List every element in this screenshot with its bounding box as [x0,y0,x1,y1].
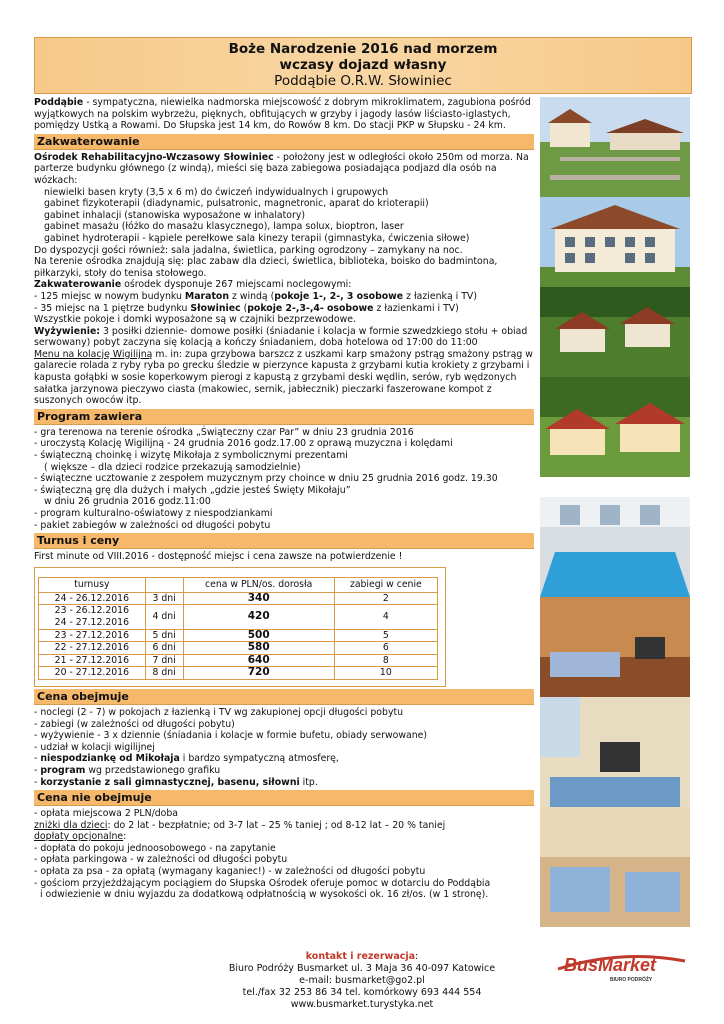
days-cell: 3 dni [145,592,183,605]
includes-item: - niespodziankę od Mikołaja i bardzo sympatyczną atmosferę, [34,753,339,765]
facility-item: niewielki basen kryty (3,5 x 6 m) do ćwiczeń indywidualnych i grupowych [44,186,389,198]
title-banner [34,37,692,94]
days-cell: 5 dni [145,629,183,642]
facility-item: gabinet fizykoterapii (diadynamic, pulsatronic, magnetronic, aparat do krioterapii) [44,198,429,210]
excludes-item: - gościom przyjeżdżającym pociągiem do Słupska Ośrodek oferuje pomoc w dotarciu do Poddąbia [34,877,491,889]
treatments-cell: 8 [334,654,437,667]
price-cell: 720 [183,667,334,680]
includes-item: - udział w kolacji wigilijnej [34,741,155,753]
grounds-facilities: Na terenie ośrodka znajdują się: plac zabaw dla dzieci, świetlica, biblioteka, boisko do badmintona, piłkarzyki, stoły do tenisa stołowego. [34,256,498,279]
section-excludes: Cena nie obejmuje [34,790,534,806]
dates-cell: 21 - 27.12.2016 [39,654,146,667]
center-description: Ośrodek Rehabilitacyjno-Wczasowy Słowiniec - położony jest w odległości około 250m od morza. Na parterze budynku głównego (z windą), mieści się baza zabiegowa posiadająca podjazd dla osób na wózkach: [34,151,529,186]
food-paragraph: Wyżywienie: 3 posiłki dziennie- domowe posiłki (śniadanie i kolacja w formie szwedzkiego stołu + obiad serwowany) pobyt zaczyna się kolacją a kończy śniadaniem, doba hotelowa od 17:00 do 11:00 [34,325,528,349]
logo-name: BusMarket [564,955,657,975]
excludes-item: - opłata za psa - za opłatą (wymagany kaganiec!) - w zależności od długości pobytu [34,866,426,878]
contact-block: kontakt i rezerwacja: Biuro Podróży Busmarket ul. 3 Maja 36 40-097 Katowice e-mail: busmarket@go2.pl tel./fax 32 253 86 34 tel. komórkowy 693 444 554 www.busmarket.turystyka.net [34,951,690,1011]
logo-subtitle: BIURO PODRÓŻY [610,977,653,983]
days-cell: 6 dni [145,642,183,655]
program-item: - świąteczną choinkę i wizytę Mikołaja z symbolicznymi prezentami [34,450,348,462]
treatments-cell: 10 [334,667,437,680]
contact-website[interactable]: www.busmarket.turystyka.net [290,999,434,1010]
program-item: - świąteczne ucztowanie z zespołem muzycznym przy choince w dniu 25 grudnia 2016 godz. 19.30 [34,473,498,485]
price-cell: 500 [183,629,334,642]
room-photo-1 [540,597,690,697]
guest-facilities: Do dyspozycji gości również: sala jadalna, świetlica, parking ogrodzony – zamykany na noc. [34,244,463,256]
price-table [38,577,438,680]
includes-item: - wyżywienie - 3 x dziennie (śniadania i kolacje w formie bufetu, obiady serwowane) [34,730,428,742]
program-item: - gra terenowa na terenie ośrodka „Świąteczny czar Par” w dniu 23 grudnia 2016 [34,426,414,438]
menu-paragraph: Menu na kolację Wigilijną m. in: zupa grzybowa barszcz z uszkami karp smażony pstrąg smażony pstrąg w galarecie rolada z ryby ryba po grecku śledzie w pierzynce kapusta z grzybami kutia krokiety z grzybami i kapusta gołąbki w sosie koperkowym pierogi z kapustą z grzybami deski wędlin, serów, ryb wędzonych sałatka jarzynowa pieczywo ciasta (makowiec, sernik, jabłecznik) pieczarki faszerowane kompot z suszonych owoców itp. [34,348,533,407]
table-row [39,629,438,642]
dates-cell: 23 - 27.12.2016 [39,629,146,642]
building-maraton: - 125 miejsc w nowym budynku Maraton z windą (pokoje 1-, 2-, 3 osobowe z łazienką i TV) [34,290,477,302]
cottages-photo [540,287,690,377]
resort-aerial-photo [540,97,690,197]
treatments-cell: 2 [334,592,437,605]
program-item: - uroczystą Kolację Wigilijną - 24 grudnia 2016 godz.17.00 z oprawą muzyczna i kolędami [34,438,453,450]
treatments-cell: 4 [334,605,437,629]
dates-cell: 22 - 27.12.2016 [39,642,146,655]
includes-item: - korzystanie z sali gimnastycznej, basenu, siłowni itp. [34,776,318,788]
dates-cell: 23 - 26.12.2016 24 - 27.12.2016 [39,605,146,629]
contact-address: Biuro Podróży Busmarket ul. 3 Maja 36 40-097 Katowice [228,963,496,974]
excludes-item: zniżki dla dzieci: do 2 lat - bezpłatnie; od 3-7 lat – 25 % taniej ; od 8-12 lat – 20 % taniej [34,819,446,831]
program-item: - świąteczną grę dla dużych i małych „gdzie jesteś Święty Mikołaju” [34,484,351,496]
price-table-box [34,567,446,687]
header-price: cena w PLN/os. dorosła [183,577,334,592]
days-cell: 8 dni [145,667,183,680]
includes-item: - zabiegi (w zależności od długości pobytu) [34,718,235,730]
places-line: Zakwaterowanie ośrodek dysponuje 267 miejscami noclegowymi: [34,279,352,291]
header-days [145,577,183,592]
table-row [39,667,438,680]
program-item: - program kulturalno-oświatowy z niespodziankami [34,508,273,519]
contact-title: kontakt i rezerwacja [305,951,416,962]
facility-item: gabinet hydroterapii - kąpiele perełkowe sala kinezy terapii (gimnastyka, ćwiczenia siłowe) [44,232,470,244]
intro-paragraph: Poddąbie - sympatyczna, niewielka nadmorska miejscowość z dobrym mikroklimatem, zagubiona pośród wyjątkowych na polskim wybrzeżu, pięknych, obfitujących w grzyby i jagody lasów liściasto-iglastych, pomiędzy Ustką a Rowami. Do Słupska jest 14 km, do Rowów 8 km. Do stacji PKP w Słupsku - 24 km. [34,97,531,132]
contact-email[interactable]: e-mail: busmarket@go2.pl [299,975,425,986]
price-cell: 340 [183,592,334,605]
dates-cell: 20 - 27.12.2016 [39,667,146,680]
includes-item: - noclegi (2 - 7) w pokojach z łazienką i TV wg zakupionej opcji długości pobytu [34,706,404,718]
excludes-item: i odwiezienie w dniu wyjazdu za dodatkową odpłatnością w wysokości ok. 16 zł/os. (w 1 stronę). [34,889,489,901]
program-item: - pakiet zabiegów w zależności od długości pobytu [34,519,271,531]
building-slowiniec: - 35 miejsc na 1 piętrze budynku Słowiniec (pokoje 2-,3-,4- osobowe z łazienkami i TV) [34,302,459,314]
room-photo-2 [540,697,690,807]
table-row [39,654,438,667]
table-header [39,577,438,592]
price-cell: 580 [183,642,334,655]
main-content [34,97,534,901]
price-cell: 420 [183,605,334,629]
section-program: Program zawiera [34,409,534,425]
excludes-item: dopłaty opcjonalne: [34,831,127,843]
cottage-garden-photo [540,377,690,477]
days-cell: 4 dni [145,605,183,629]
section-accommodation: Zakwaterowanie [34,134,534,150]
table-row [39,592,438,605]
section-includes: Cena obejmuje [34,689,534,705]
excludes-item: - opłata parkingowa - w zależności od długości pobytu [34,854,288,866]
table-row [39,642,438,655]
hotel-building-photo [540,197,690,287]
program-item: w dniu 26 grudnia 2016 godz.11:00 [44,496,211,508]
kettles-note: Wszystkie pokoje i domki wyposażone są w czajniki bezprzewodowe. [34,314,356,326]
excludes-item: - dopłata do pokoju jednoosobowego - na zapytanie [34,842,276,854]
days-cell: 7 dni [145,654,183,667]
treatments-cell: 6 [334,642,437,655]
facility-item: gabinet inhalacji (stanowiska wyposażone w inhalatory) [44,209,306,221]
title-line-3: Poddąbie O.R.W. Słowiniec [274,73,452,89]
price-cell: 640 [183,654,334,667]
title-line-2: wczasy dojazd własny [279,57,447,73]
program-list [34,427,534,531]
excludes-item: - opłata miejscowa 2 PLN/doba [34,808,179,820]
treatments-cell: 5 [334,629,437,642]
header-treatments: zabiegi w cenie [334,577,437,592]
facility-item: gabinet masażu (łóżko do masażu klasycznego), lampa solux, bioptron, laser [44,221,404,233]
table-row [39,605,438,629]
program-item: ( większe – dla dzieci rodzice przekazują samodzielnie) [44,461,301,473]
includes-item: - program wg przedstawionego grafiku [34,764,221,776]
header-turnusy: turnusy [39,577,146,592]
room-photo-3 [540,807,690,927]
indoor-pool-photo [540,497,690,597]
title-line-1: Boże Narodzenie 2016 nad morzem [228,41,498,57]
contact-phone: tel./fax 32 253 86 34 tel. komórkowy 693 444 554 [242,987,482,998]
first-minute-note: First minute od VIII.2016 - dostępność miejsc i cena zawsze na potwierdzenie ! [34,551,403,563]
dates-cell: 24 - 26.12.2016 [39,592,146,605]
section-turnus: Turnus i ceny [34,533,534,549]
